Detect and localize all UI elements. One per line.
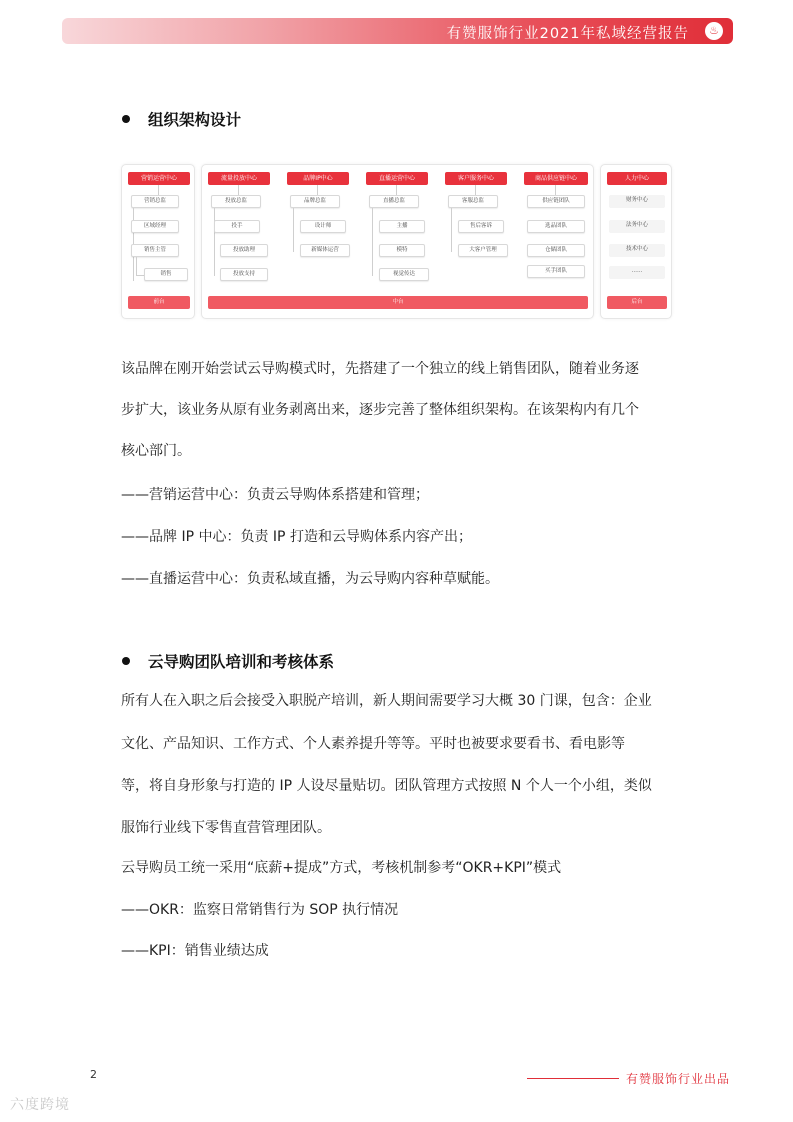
org-node: 法务中心 (609, 220, 665, 233)
bullet-icon (122, 115, 130, 123)
org-node: 客服总监 (448, 195, 498, 208)
org-panel-back (600, 164, 672, 319)
org-node: 销售 (144, 268, 188, 281)
list-item: ——直播运营中心：负责私域直播，为云导购内容种草赋能。 (121, 571, 499, 587)
org-node: 投放总监 (211, 195, 261, 208)
body-text-line: 该品牌在刚开始尝试云导购模式时，先搭建了一个独立的线上销售团队，随着业务逐 (121, 361, 639, 377)
org-node: …… (609, 266, 665, 279)
report-title: 有赞服饰行业2021年私域经营报告 (446, 26, 689, 42)
org-node: 投放支持 (220, 268, 268, 281)
org-node: 营销总监 (131, 195, 179, 208)
org-head-marketing: 营销运营中心 (128, 172, 190, 185)
org-node: 大客户管理 (458, 244, 508, 257)
list-item: ——KPI：销售业绩达成 (121, 943, 269, 959)
header-bar (62, 18, 733, 44)
footer-divider (527, 1078, 619, 1079)
org-node: 供应链团队 (527, 195, 585, 208)
org-node: 仓储团队 (527, 244, 585, 257)
org-node: 技术中心 (609, 244, 665, 257)
section-heading-org (122, 108, 241, 130)
section-heading-text: 组织架构设计 (148, 111, 242, 129)
org-panel-front (121, 164, 195, 319)
org-panel-middle (201, 164, 594, 319)
list-item: 云导购员工统一采用“底薪+提成”方式，考核机制参考“OKR+KPI”模式 (121, 860, 562, 876)
org-head-supply: 商品供应链中心 (524, 172, 588, 185)
flame-icon: ♨ (705, 22, 723, 40)
org-head-traffic: 流量投放中心 (208, 172, 270, 185)
body-text-line: 服饰行业线下零售直营管理团队。 (121, 820, 331, 836)
section-heading-text: 云导购团队培训和考核体系 (148, 653, 335, 671)
org-node: 买手团队 (527, 265, 585, 278)
org-node: 直播总监 (369, 195, 419, 208)
section-heading-training (122, 650, 334, 672)
org-head-hr: 人力中心 (607, 172, 667, 185)
org-node: 视觉传达 (379, 268, 429, 281)
org-node: 投手 (214, 220, 260, 233)
org-node: 销售主管 (131, 244, 179, 257)
org-node: 区域经理 (131, 220, 179, 233)
list-item: ——OKR：监察日常销售行为 SOP 执行情况 (121, 902, 399, 918)
org-foot-back: 后台 (607, 296, 667, 309)
body-text-line: 文化、产品知识、工作方式、个人素养提升等等。平时也被要求要看书、看电影等 (121, 736, 625, 752)
org-head-service: 客户服务中心 (445, 172, 507, 185)
org-foot-front: 前台 (128, 296, 190, 309)
watermark: 六度跨境 (10, 1097, 70, 1113)
org-node: 品牌总监 (290, 195, 340, 208)
list-item: ——营销运营中心：负责云导购体系搭建和管理； (121, 487, 429, 503)
org-node: 设计师 (300, 220, 346, 233)
org-node: 售后客诉 (458, 220, 504, 233)
org-node: 新媒体运营 (300, 244, 350, 257)
org-foot-middle: 中台 (208, 296, 588, 309)
list-item: ——品牌 IP 中心：负责 IP 打造和云导购体系内容产出； (121, 529, 472, 545)
org-node: 财务中心 (609, 195, 665, 208)
footer-publisher: 有赞服饰行业出品 (626, 1072, 731, 1086)
org-node: 主播 (379, 220, 425, 233)
org-node: 投放助理 (220, 244, 268, 257)
page-number: 2 (90, 1068, 97, 1081)
body-text-line: 等，将自身形象与打造的 IP 人设尽量贴切。团队管理方式按照 N 个人一个小组，类似 (121, 778, 652, 794)
org-node: 模特 (379, 244, 425, 257)
org-head-live: 直播运营中心 (366, 172, 428, 185)
org-node: 选品团队 (527, 220, 585, 233)
body-text-line: 核心部门。 (121, 443, 191, 459)
org-chart (121, 164, 672, 319)
body-text-line: 步扩大，该业务从原有业务剥离出来，逐步完善了整体组织架构。在该架构内有几个 (121, 402, 639, 418)
org-head-brand: 品牌IP中心 (287, 172, 349, 185)
bullet-icon (122, 657, 130, 665)
body-text-line: 所有人在入职之后会接受入职脱产培训，新人期间需要学习大概 30 门课，包含：企业 (121, 693, 652, 709)
